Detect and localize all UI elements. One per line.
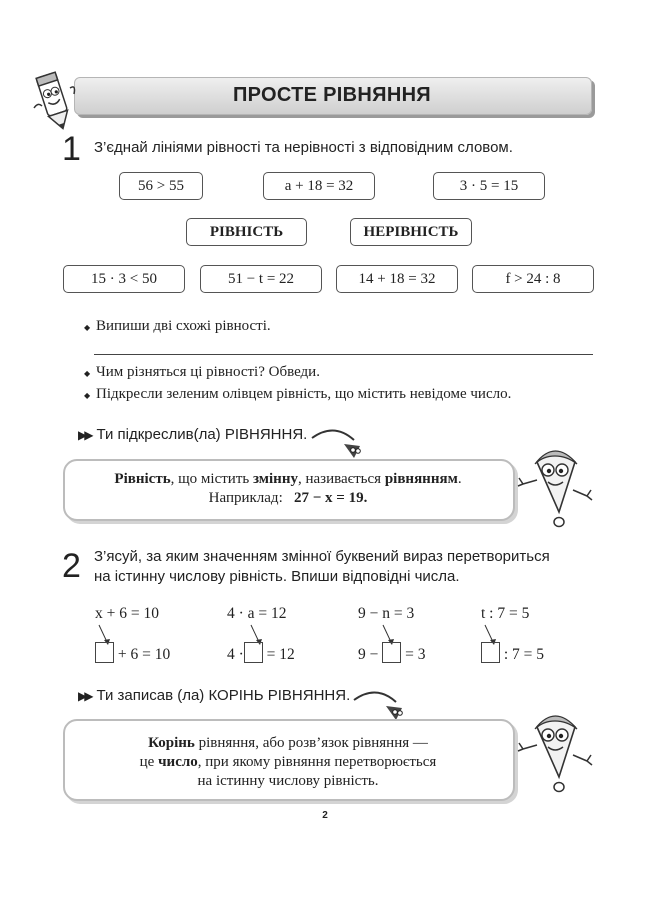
answer-square[interactable]	[95, 642, 114, 663]
answer-square[interactable]	[244, 642, 263, 663]
pencil-mascot-icon	[30, 68, 78, 134]
equation-bottom: : 7 = 5	[481, 642, 544, 664]
answer-square[interactable]	[382, 642, 401, 663]
equation-card[interactable]: 56 > 55	[119, 172, 203, 200]
note: ▶▶ Ти підкреслив(ла) РІВНЯННЯ.	[78, 426, 308, 443]
bullet-item: ◆ Випиши дві схожі рівності.	[96, 318, 271, 335]
double-arrow-icon: ▶▶	[78, 689, 91, 703]
equation-top: 4 · a = 12	[227, 605, 287, 622]
equation-bottom: 9 − = 3	[358, 642, 426, 664]
equation-card[interactable]: 3 · 5 = 15	[433, 172, 545, 200]
equation-bottom: + 6 = 10	[95, 642, 170, 664]
equation-top: x + 6 = 10	[95, 605, 159, 622]
task-instruction: З’ясуй, за яким значенням змінної буквений вираз перетвориться	[94, 548, 550, 565]
equation-card[interactable]: 15 · 3 < 50	[63, 265, 185, 293]
answer-square[interactable]	[481, 642, 500, 663]
equation-card[interactable]: 14 + 18 = 32	[336, 265, 458, 293]
equation-card[interactable]: 51 − t = 22	[200, 265, 322, 293]
answer-line[interactable]	[94, 354, 593, 355]
equation-top: 9 − n = 3	[358, 605, 415, 622]
equation-card[interactable]: f > 24 : 8	[472, 265, 594, 293]
rule-text: Корінь рівняння, або розв’язок рівняння — це число, при якому рівняння перетворюється на істинну числову рівність.	[139, 735, 437, 789]
double-arrow-icon: ▶▶	[78, 428, 91, 442]
word-card-equality[interactable]: РІВНІСТЬ	[186, 218, 307, 246]
task-number: 2	[62, 547, 81, 585]
rule-text: Рівність, що містить змінну, називається рівнянням. Наприклад: 27 − x = 19.	[114, 471, 462, 506]
equation-top: t : 7 = 5	[481, 605, 530, 622]
task-instruction: З’єднай лініями рівності та нерівності з відповідним словом.	[94, 139, 513, 156]
bullet-item: ◆ Підкресли зеленим олівцем рівність, що містить невідоме число.	[96, 386, 511, 403]
word-card-inequality[interactable]: НЕРІВНІСТЬ	[350, 218, 472, 246]
exclamation-mascot-icon	[515, 440, 595, 532]
task-instruction: на істинну числову рівність. Впиши відповідні числа.	[94, 568, 460, 585]
equation-card[interactable]: a + 18 = 32	[263, 172, 375, 200]
page-title: ПРОСТЕ РІВНЯННЯ	[233, 84, 431, 106]
exclamation-mascot-icon	[515, 705, 595, 797]
equation-bottom: 4 · = 12	[227, 642, 295, 664]
note: ▶▶ Ти записав (ла) КОРІНЬ РІВНЯННЯ.	[78, 687, 351, 704]
page-number: 2	[322, 810, 328, 821]
bullet-item: ◆ Чим різняться ці рівності? Обведи.	[96, 364, 320, 381]
task-number: 1	[62, 130, 81, 168]
